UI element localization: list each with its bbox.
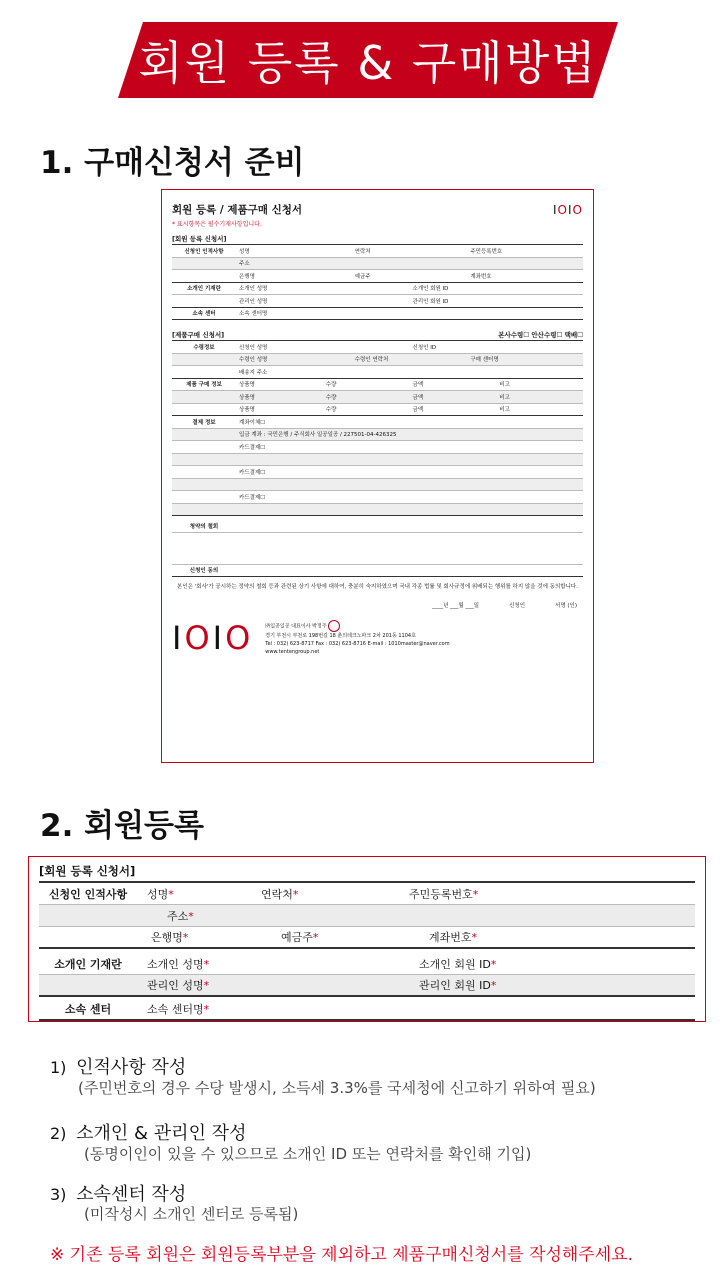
step-2-title: 소개인 & 관리인 작성	[76, 1123, 247, 1144]
form-receive-options: 본사수령☐ 안산수령☐ 택배☐	[498, 331, 583, 339]
reg-field-mgr-id-label: 관리인 회원 ID	[419, 979, 491, 992]
step-2	[50, 1119, 246, 1145]
reg-field-name	[137, 886, 251, 902]
reg-label-applicant: 신청인 인적사항	[48, 887, 128, 901]
form-field-contact: 연락처	[354, 248, 371, 255]
registration-form-image	[28, 856, 706, 1022]
form-label-product: 제품 구매 정보	[186, 382, 222, 389]
reg-field-mgr-name	[137, 977, 409, 993]
form-field-recv-contact: 수령인 연락처	[354, 357, 389, 364]
reg-field-account	[419, 929, 477, 945]
form-label-consent: 신청인 동의	[189, 568, 219, 575]
required-star: *	[203, 979, 210, 992]
footer-info	[265, 620, 449, 656]
form-field-remark-3: 비고	[499, 407, 510, 414]
required-star: *	[292, 887, 299, 901]
step-1-number: 1)	[50, 1058, 67, 1077]
footer-address: 경기 부천시 부천로 198번길 18 춘의테크노파크 2차 201동 1104호	[265, 633, 416, 639]
form-logo: IOIO	[553, 202, 583, 217]
form-field-qty-1: 수량	[325, 382, 337, 389]
reg-field-address	[137, 908, 194, 924]
reg-row-address	[39, 905, 695, 927]
form-sign-applicant: 신청인	[509, 603, 526, 609]
form-field-transfer: 계좌이체☐	[239, 419, 266, 426]
reg-field-ref-name	[137, 956, 409, 972]
form-field-ssn: 주민등록번호	[470, 248, 503, 255]
step-2-desc: (동명이인이 있을 수 있으므로 소개인 ID 또는 연락처를 확인해 기입)	[84, 1145, 532, 1163]
form-field-mgr-id: 관리인 회원 ID	[412, 298, 449, 305]
form-field-remark-2: 비고	[499, 394, 510, 401]
form-field-product-2: 상품명	[239, 394, 255, 401]
step-3-title: 소속센터 작성	[76, 1184, 187, 1205]
reg-field-bank	[137, 929, 271, 945]
required-star: *	[490, 979, 497, 992]
reg-field-ref-id	[409, 956, 496, 972]
form-field-recv-id: 신청인 ID	[412, 344, 437, 351]
form-label-referrer: 소개인 기재란	[187, 286, 221, 293]
form-label-cancel: 청약의 철회	[189, 523, 219, 530]
form-field-card-3: 카드결제☐	[239, 494, 266, 501]
form-sign-seal: 서명 (인)	[555, 603, 577, 609]
reg-field-center	[137, 1001, 209, 1017]
reg-field-contact-label: 연락처	[261, 887, 293, 901]
existing-member-warning: ※ 기존 등록 회원은 회원등록부분을 제외하고 제품구매신청서를 작성해주세요.	[50, 1245, 633, 1265]
form-reg-section: [회원 등록 신청서]	[172, 234, 583, 245]
reg-field-holder	[271, 929, 419, 945]
reg-field-ref-name-label: 소개인 성명	[147, 957, 204, 971]
form-title: 회원 등록 / 제품구매 신청서	[172, 204, 303, 216]
form-field-ref-name: 소개인 성명	[239, 286, 268, 293]
form-order-section-title: [제품구매 신청서]	[172, 331, 225, 339]
purchase-form-image	[161, 189, 594, 763]
form-field-address: 주소	[239, 261, 250, 268]
reg-row-manager	[39, 975, 695, 997]
form-field-mgr-name: 관리인 성명	[239, 298, 268, 305]
required-star: *	[168, 887, 174, 901]
banner-title: 회원 등록 & 구매방법	[138, 36, 598, 90]
step-2-number: 2)	[50, 1124, 67, 1143]
reg-row-referrer	[39, 953, 695, 975]
reg-field-ssn-label: 주민등록번호	[409, 887, 473, 901]
required-star: *	[471, 931, 478, 944]
form-field-amount-1: 금액	[412, 382, 424, 389]
form-field-product-1: 상품명	[239, 382, 255, 389]
reg-field-holder-label: 예금주	[281, 931, 313, 944]
reg-section-title: [회원 등록 신청서]	[39, 863, 695, 883]
reg-label-center: 소속 센터	[64, 1003, 112, 1016]
form-field-recv-name: 신청인 성명	[239, 344, 268, 351]
reg-field-center-label: 소속 센터명	[147, 1003, 204, 1016]
reg-field-ref-id-label: 소개인 회원 ID	[419, 957, 491, 971]
required-star: *	[203, 1003, 210, 1016]
required-star: *	[182, 931, 189, 944]
form-field-remark-1: 비고	[499, 382, 510, 389]
form-field-card-1: 카드결제☐	[239, 444, 266, 451]
footer-site: www.tentengroup.net	[265, 649, 320, 655]
section-title-purchase-form: 1. 구매신청서 준비	[40, 145, 305, 181]
required-star: *	[188, 909, 194, 923]
reg-field-mgr-id	[409, 977, 496, 993]
reg-row-bank	[39, 927, 695, 949]
form-label-recv: 수령정보	[193, 344, 215, 351]
form-consent-text: 본인은 '회사'가 공시하는 정약의 철회 등과 관련된 상기 사항에 대하여, 충분히 숙지하였으며 국내 각종 법률 및 회사규정에 위배되는 행위를 하지 않을 것에 동의합니다.	[177, 584, 578, 590]
step-1-desc: (주민번호의 경우 수당 발생시, 소득세 3.3%를 국세청에 신고하기 위하여 필요)	[78, 1079, 596, 1097]
reg-field-address-label: 주소	[167, 909, 189, 923]
form-footer	[172, 619, 583, 657]
form-cancel-text	[172, 533, 583, 565]
footer-logo: IOIO	[172, 619, 254, 657]
step-3-number: 3)	[50, 1185, 67, 1204]
form-label-applicant: 신청인 인적사항	[184, 248, 224, 255]
step-1	[50, 1053, 186, 1079]
form-field-name: 성명	[239, 248, 250, 255]
form-field-account: 계좌번호	[470, 273, 492, 280]
form-field-center: 소속 센터명	[239, 311, 268, 318]
form-label-center: 소속 센터	[192, 311, 216, 318]
reg-field-account-label: 계좌번호	[429, 931, 472, 944]
form-field-holder: 예금주	[354, 273, 371, 280]
form-field-qty-2: 수량	[325, 394, 337, 401]
footer-company: ㈜일공일공 대표이사 박정주	[265, 623, 327, 630]
form-order-section	[172, 330, 583, 341]
form-field-recv-person: 수령인 성명	[239, 357, 268, 364]
form-field-amount-2: 금액	[412, 394, 424, 401]
form-sign-date: ____년 ___월 ___일	[432, 603, 480, 609]
seal-icon	[328, 620, 340, 632]
reg-label-referrer: 소개인 기재란	[54, 957, 122, 971]
title-banner	[118, 22, 618, 98]
required-star: *	[312, 931, 319, 944]
form-field-center-sel: 구매 센터명	[470, 357, 499, 364]
form-field-amount-3: 금액	[412, 407, 424, 414]
reg-field-mgr-name-label: 관리인 성명	[147, 979, 204, 992]
reg-field-name-label: 성명	[147, 887, 169, 901]
reg-row-name	[39, 883, 695, 905]
form-field-product-3: 상품명	[239, 407, 255, 414]
step-1-title: 인적사항 작성	[76, 1057, 187, 1078]
form-field-ref-id: 소개인 회원 ID	[412, 286, 449, 293]
form-label-payment: 결제 정보	[192, 419, 216, 426]
form-note: * 표시항목은 필수기재사항입니다.	[172, 221, 262, 228]
form-field-qty-3: 수량	[325, 407, 337, 414]
reg-field-contact	[251, 886, 399, 902]
reg-row-center	[39, 999, 695, 1021]
required-star: *	[203, 957, 210, 971]
step-3-desc: (미작성시 소개인 센터로 등록됨)	[84, 1205, 299, 1223]
form-field-deposit-account: 입금 계좌 : 국민은행 / 주식회사 일공일공 / 227501-04-426325	[239, 432, 397, 439]
reg-field-bank-label: 은행명	[151, 931, 183, 944]
required-star: *	[472, 887, 479, 901]
form-field-bank: 은행명	[239, 273, 255, 280]
form-sign-row	[172, 595, 583, 613]
footer-phone: Tel : 032) 623-8717 Fax : 032) 623-8716 E-mail : 1010master@naver.com	[265, 641, 450, 647]
reg-field-ssn	[399, 886, 478, 902]
form-field-ship-addr: 배송지 주소	[239, 369, 268, 376]
section-title-registration: 2. 회원등록	[40, 808, 204, 844]
required-star: *	[490, 957, 497, 971]
form-field-card-2: 카드결제☐	[239, 469, 266, 476]
